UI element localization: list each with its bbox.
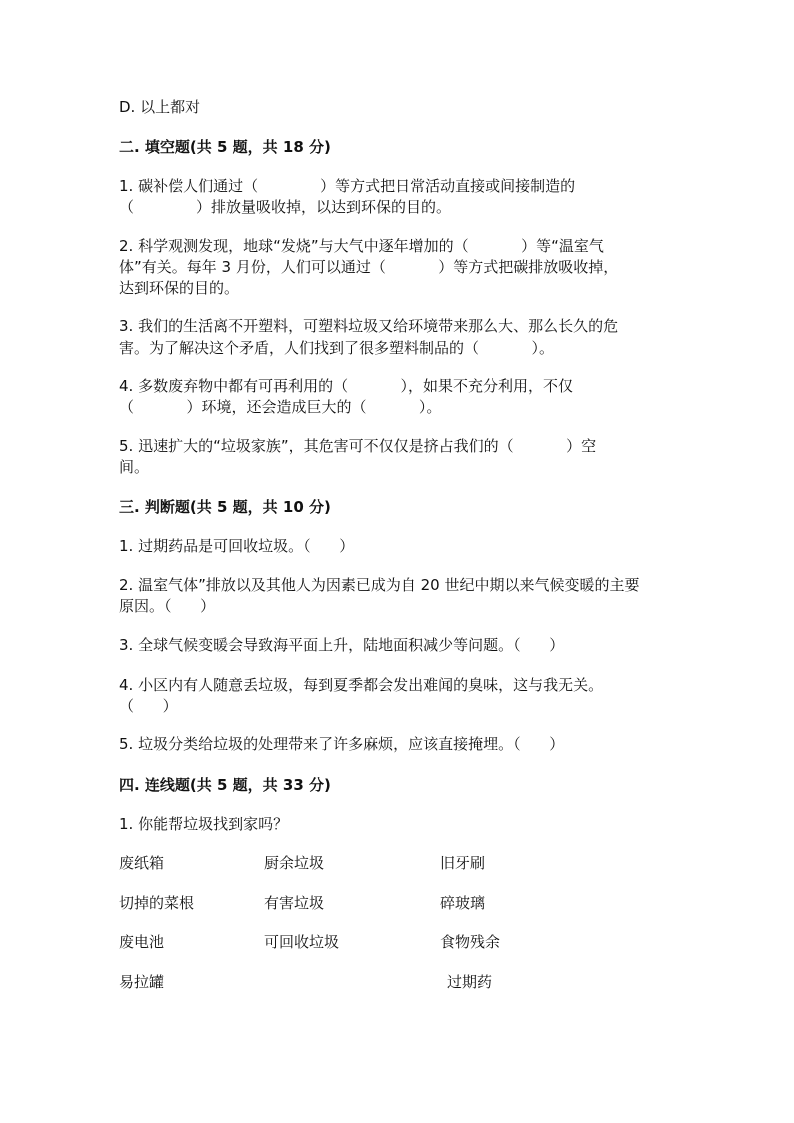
judge-q4-line1: 4. 小区内有人随意丢垃圾，每到夏季都会发出难闻的臭味，这与我无关。 xyxy=(119,676,604,694)
fill-q1-line2: （ ）排放量吸收掉，以达到环保的目的。 xyxy=(119,198,451,216)
match-middle-item: 有害垃圾 xyxy=(264,894,325,912)
match-left-item: 易拉罐 xyxy=(119,973,165,991)
judge-q1: 1. 过期药品是可回收垃圾。（ ） xyxy=(119,537,355,555)
fill-q4-line2: （ ）环境，还会造成巨大的（ ）。 xyxy=(119,398,442,416)
fill-q2-line1: 2. 科学观测发现，地球“发烧”与大气中逐年增加的（ ）等“温室气 xyxy=(119,237,604,255)
fill-q2-line3: 达到环保的目的。 xyxy=(119,279,240,297)
fill-q1-line1: 1. 碳补偿人们通过（ ）等方式把日常活动直接或间接制造的 xyxy=(119,177,576,195)
match-right-item: 碎玻璃 xyxy=(440,894,486,912)
judge-q2-line1: 2. 温室气体”排放以及其他人为因素已成为自 20 世纪中期以来气候变暖的主要 xyxy=(119,576,640,594)
judge-q3: 3. 全球气候变暖会导致海平面上升，陆地面积减少等问题。（ ） xyxy=(119,636,565,654)
fill-q2-line2: 体”有关。每年 3 月份，人们可以通过（ ）等方式把碳排放吸收掉， xyxy=(119,258,619,276)
match-q1: 1. 你能帮垃圾找到家吗？ xyxy=(119,815,289,833)
judge-q5: 5. 垃圾分类给垃圾的处理带来了许多麻烦，应该直接掩埋。（ ） xyxy=(119,735,565,753)
fill-q5-line2: 间。 xyxy=(119,458,150,476)
match-right-item: 过期药 xyxy=(447,973,493,991)
section3-heading: 三. 判断题(共 5 题，共 10 分) xyxy=(119,498,331,516)
match-right-item: 食物残余 xyxy=(440,933,501,951)
section4-heading: 四. 连线题(共 5 题，共 33 分) xyxy=(119,776,331,794)
fill-q3-line1: 3. 我们的生活离不开塑料，可塑料垃圾又给环境带来那么大、那么长久的危 xyxy=(119,317,619,335)
match-right-item: 旧牙刷 xyxy=(440,854,486,872)
judge-q4-line2: （ ） xyxy=(119,697,178,715)
match-left-item: 切掉的菜根 xyxy=(119,894,195,912)
match-middle-item: 可回收垃圾 xyxy=(264,933,340,951)
judge-q2-line2: 原因。（ ） xyxy=(119,597,216,615)
fill-q5-line1: 5. 迅速扩大的“垃圾家族”，其危害可不仅仅是挤占我们的（ ）空 xyxy=(119,437,597,455)
match-left-item: 废电池 xyxy=(119,933,165,951)
fill-q4-line1: 4. 多数废弃物中都有可再利用的（ ），如果不充分利用，不仅 xyxy=(119,377,574,395)
match-middle-item: 厨余垃圾 xyxy=(264,854,325,872)
match-left-item: 废纸箱 xyxy=(119,854,165,872)
fill-q3-line2: 害。为了解决这个矛盾，人们找到了很多塑料制品的（ ）。 xyxy=(119,339,554,357)
option-d: D. 以上都对 xyxy=(119,98,201,116)
section2-heading: 二. 填空题(共 5 题，共 18 分) xyxy=(119,138,331,156)
